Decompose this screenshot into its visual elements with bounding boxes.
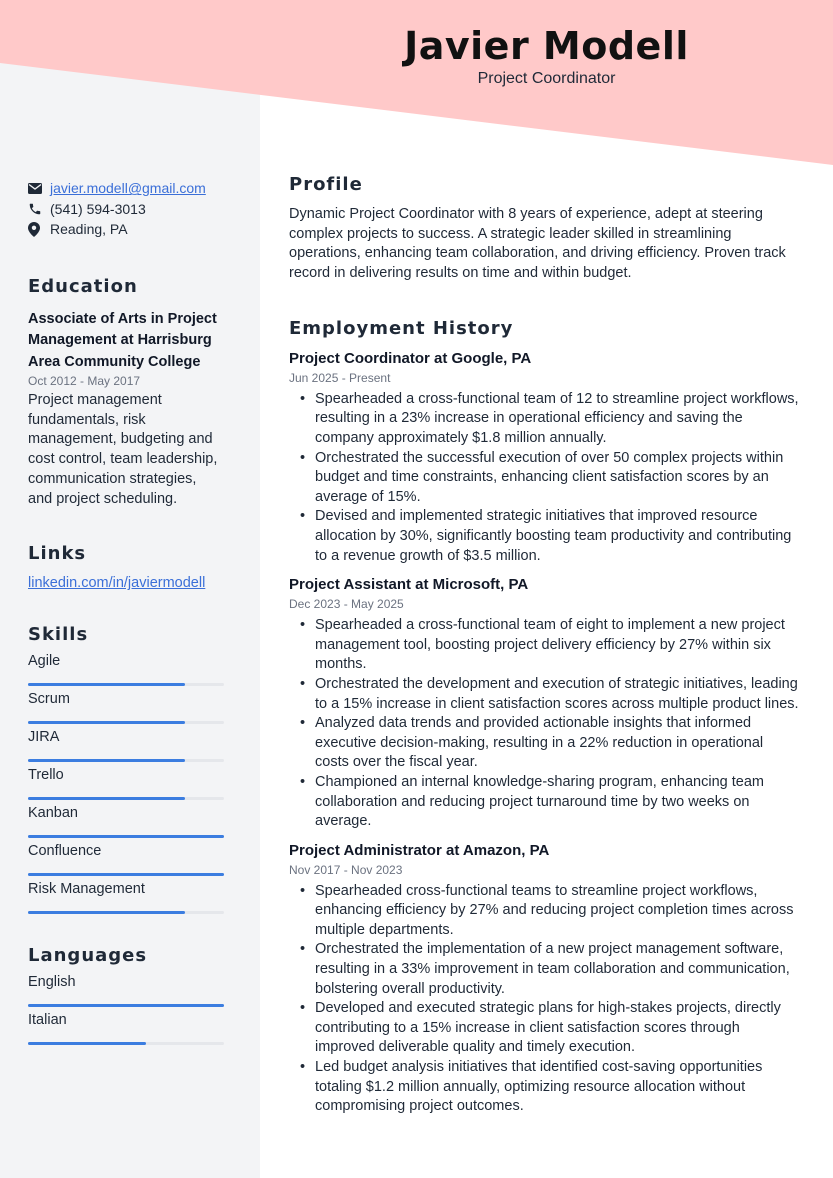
phone-text: (541) 594-3013 [50,200,146,217]
language-item [28,1010,224,1048]
job-bullets [289,616,801,832]
skills-list [28,651,224,917]
education-dates: Oct 2012 - May 2017 [28,374,141,388]
candidate-name: Javier Modell [404,24,689,68]
language-item [28,972,224,1010]
job-title: Project Administrator at Amazon, PA [289,841,550,859]
skill-item [28,727,224,765]
job-entry [289,349,801,566]
education-degree: Associate of Arts in Project Management at Harrisburg Area Community College [28,310,217,370]
job-entry [289,841,801,1117]
email-link[interactable]: javier.modell@gmail.com [50,180,206,197]
skill-item [28,689,224,727]
job-bullet: • Orchestrated the development and execution of strategic initiatives, leading to a 15% increase in client satisfaction scores across multiple product lines. [289,675,801,714]
contact-block [28,178,224,240]
skill-bar-fill [28,873,224,876]
skill-bar-fill [28,721,185,724]
job-dates: Dec 2023 - May 2025 [289,597,404,612]
language-label: Italian [28,1012,67,1029]
job-bullet: • Spearheaded cross-functional teams to streamline project workflows, enhancing efficiency by 27% and reducing project completion times across multiple departments. [289,882,801,941]
job-entry [289,575,801,832]
skill-bar-fill [28,759,185,762]
job-bullets [289,882,801,1117]
skill-bar-track [28,683,224,686]
skill-bar-track [28,721,224,724]
skill-label: JIRA [28,729,60,746]
job-bullet: • Orchestrated the successful execution of over 50 complex projects within budget and time constraints, enhancing client satisfaction scores by an average of 15%. [289,449,801,508]
languages-heading: Languages [28,945,148,967]
skill-bar-track [28,911,224,914]
skills-section [28,624,224,917]
job-bullet: • Spearheaded a cross-functional team of eight to implement a new project management tool, boosting project delivery efficiency by 27% within six months. [289,616,801,675]
language-bar-fill [28,1004,224,1007]
job-bullet: • Developed and executed strategic plans for high-stakes projects, directly contributing to a 15% increase in client satisfaction scores through improved deliverable quality and timely execution. [289,999,801,1058]
language-bar-track [28,1042,224,1045]
languages-list [28,972,224,1048]
profile-section [289,174,801,284]
language-bar-track [28,1004,224,1007]
skill-label: Confluence [28,843,102,860]
skill-item [28,841,224,879]
language-bar-fill [28,1042,146,1045]
education-heading: Education [28,275,138,297]
location-text: Reading, PA [50,221,128,238]
skill-bar-fill [28,797,185,800]
skill-item [28,803,224,841]
contact-email [28,178,224,199]
job-bullet: • Devised and implemented strategic initiatives that improved resource allocation by 30%, significantly boosting team productivity and contributing to a revenue growth of $3.5 million. [289,507,801,566]
skill-bar-fill [28,683,185,686]
links-heading: Links [28,543,87,565]
job-bullet: • Orchestrated the implementation of a new project management software, resulting in a 33% improvement in team collaboration and communication, bolstering overall productivity. [289,940,801,999]
phone-icon [28,202,50,216]
education-section [28,276,224,510]
skill-item [28,651,224,689]
job-bullets [289,390,801,566]
skill-item [28,879,224,917]
skill-label: Trello [28,767,64,784]
job-title: Project Coordinator at Google, PA [289,349,532,367]
job-bullet: • Led budget analysis initiatives that identified cost-saving opportunities totaling $1.2 million annually, optimizing resource allocation without compromising project outcomes. [289,1058,801,1117]
skill-label: Agile [28,653,61,670]
linkedin-link[interactable]: linkedin.com/in/javiermodell [28,575,206,592]
candidate-title: Project Coordinator [477,70,616,87]
job-bullet: • Spearheaded a cross-functional team of 12 to streamline project workflows, resulting in a 23% increase in operational efficiency and saving the company approximately $1.8 million annually. [289,390,801,449]
job-bullet: • Championed an internal knowledge-sharing program, enhancing team collaboration and reducing project turnaround time by two weeks on average. [289,773,801,832]
skill-label: Kanban [28,805,78,822]
contact-location [28,219,224,240]
profile-heading: Profile [289,174,363,195]
skill-bar-fill [28,911,185,914]
skill-bar-track [28,873,224,876]
languages-section [28,945,224,1048]
job-bullet: • Analyzed data trends and provided actionable insights that informed executive decision-making, resulting in a 22% reduction in operational costs over the fiscal year. [289,714,801,773]
skill-label: Risk Management [28,881,145,898]
skill-bar-track [28,797,224,800]
skill-item [28,765,224,803]
employment-heading: Employment History [289,317,514,339]
job-title: Project Assistant at Microsoft, PA [289,576,529,594]
employment-section [289,318,801,1117]
contact-phone [28,199,224,220]
education-description: Project management fundamentals, risk management, budgeting and cost control, team leadership, communication strategies, and project scheduling. [28,392,218,507]
envelope-icon [28,183,50,194]
links-section [28,543,224,592]
skill-label: Scrum [28,691,70,708]
map-pin-icon [28,222,50,237]
job-dates: Jun 2025 - Present [289,370,391,385]
main-content [289,174,801,1117]
skill-bar-fill [28,835,224,838]
sidebar [28,178,224,1048]
skill-bar-track [28,759,224,762]
skill-bar-track [28,835,224,838]
language-label: English [28,974,76,991]
job-dates: Nov 2017 - Nov 2023 [289,862,403,877]
profile-text: Dynamic Project Coordinator with 8 years of experience, adept at steering complex projects to success. A strategic leader skilled in streamlining operations, enhancing team collaboration, and driving efficiency. Proven track record in delivering results on time and within budget. [289,206,786,282]
skills-heading: Skills [28,624,89,646]
